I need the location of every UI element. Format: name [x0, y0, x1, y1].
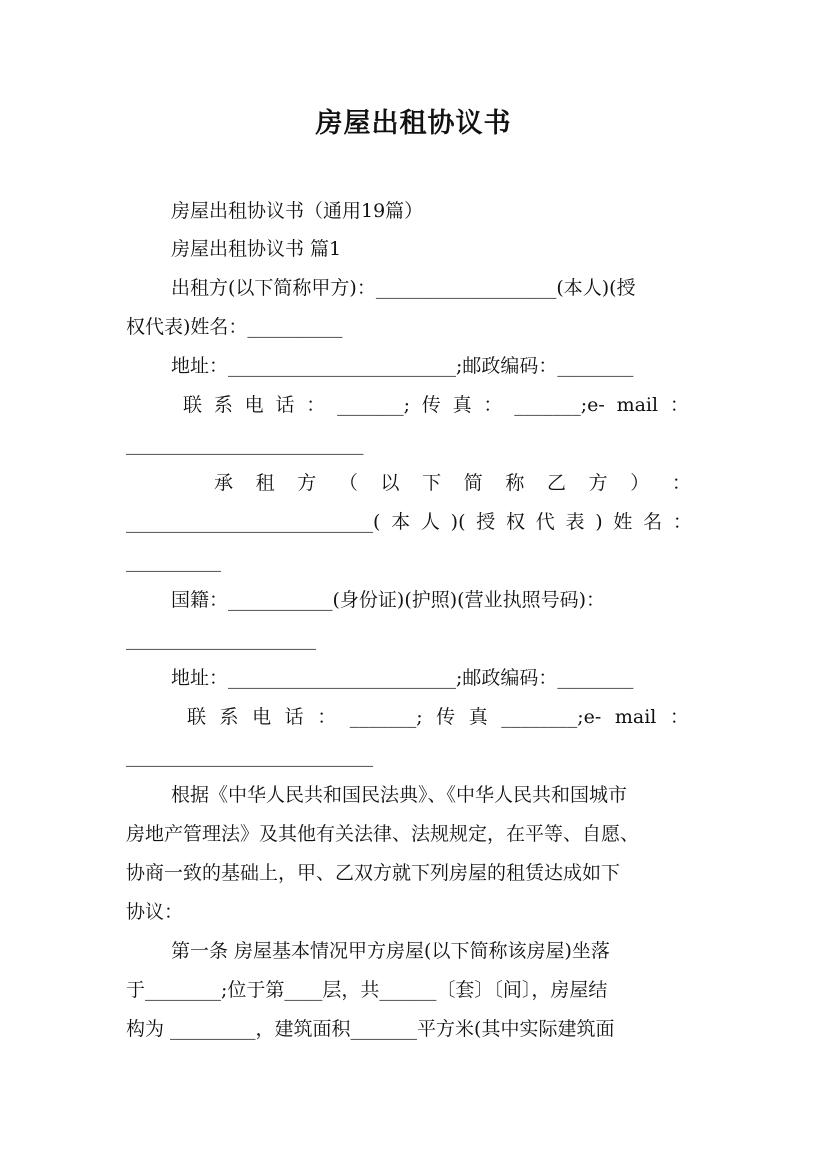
lessee-address: 地址：________________________;邮政编码：________ [171, 667, 634, 689]
lessee-line2-token: 代 [535, 511, 555, 533]
lessee-line1-token: 以 [380, 472, 400, 494]
lessee-contact-token: 系 [219, 706, 239, 728]
document-title: 房屋出租协议书 [315, 108, 512, 139]
preamble-line: 房地产管理法》及其他有关法律、法规规定，在平等、自愿、 [126, 823, 640, 845]
lessee-line1-token: 称 [505, 472, 525, 494]
lessee-contact-token: 传 [436, 706, 456, 728]
lessee-line2-token: 人 [420, 511, 440, 533]
lessee-line1-token: 方 [297, 472, 317, 494]
lessee-line-1 [214, 468, 691, 498]
lessor-line-1: 出租方(以下简称甲方)：___________________(本人)(授 [171, 277, 636, 299]
lessee-line1-token: （ [338, 472, 358, 494]
lessor-contact-cont: _________________________ [126, 433, 364, 455]
preamble-line: 根据《中华人民共和国民法典》、《中华人民共和国城市 [171, 784, 628, 806]
lessor-contact-token: 联 [183, 394, 203, 416]
preamble-line: 协议： [126, 901, 184, 923]
lessor-address: 地址：________________________;邮政编码：________ [171, 355, 634, 377]
lessee-contact-cont: __________________________ [126, 745, 373, 767]
lessee-nationality-cont: ____________________ [126, 628, 316, 650]
lessee-line2-token: )( [450, 511, 466, 533]
lessor-contact-line [183, 390, 689, 420]
lessee-line2-token: ： [672, 511, 692, 533]
lessor-line-2: 权代表)姓名：__________ [126, 316, 343, 338]
lessee-nationality: 国籍：___________(身份证)(护照)(营业执照号码)： [171, 589, 605, 611]
lessee-contact-token: 电 [252, 706, 272, 728]
section-heading: 房屋出租协议书 篇1 [171, 238, 342, 260]
lessee-contact-token: ： [317, 706, 337, 728]
lessee-contact-token: 真 [468, 706, 488, 728]
lessee-contact-token: ： [669, 706, 689, 728]
lessor-contact-token: 系 [213, 394, 233, 416]
lessor-contact-token: 话 [275, 394, 295, 416]
lessee-line2-token: 权 [505, 511, 525, 533]
lessor-contact-token: mail [616, 394, 659, 416]
lessor-contact-token: ： [306, 394, 326, 416]
lessor-contact-token: ： [669, 394, 689, 416]
lessee-line1-token: 承 [214, 472, 234, 494]
lessor-contact-token: _______; [337, 394, 410, 416]
lessee-contact-line [187, 702, 689, 732]
lessor-contact-token: 传 [421, 394, 441, 416]
lessee-line1-token: 简 [463, 472, 483, 494]
lessee-line1-token: ： [671, 472, 691, 494]
lessee-contact-token: ________;e- [501, 706, 602, 728]
lessee-line2-token: 姓 [613, 511, 633, 533]
preamble-line: 协商一致的基础上，甲、乙双方就下列房屋的租赁达成如下 [126, 862, 621, 884]
lessee-contact-token: _______; [349, 706, 423, 728]
lessee-contact-token: 话 [284, 706, 304, 728]
lessee-line2-token: 名 [643, 511, 663, 533]
lessee-line2-token: 本 [391, 511, 411, 533]
lessee-contact-token: 联 [187, 706, 207, 728]
lessee-line2-token: ) [595, 511, 603, 533]
lessee-line1-token: 租 [255, 472, 275, 494]
lessor-contact-token: 真 [452, 394, 472, 416]
lessee-line2-token: __________________________( [126, 511, 381, 533]
lessee-line1-token: 乙 [547, 472, 567, 494]
lessee-contact-token: mail [614, 706, 657, 728]
lessee-line-3: __________ [126, 550, 221, 572]
lessee-line2-token: 授 [476, 511, 496, 533]
lessee-line2-token: 表 [565, 511, 585, 533]
lessor-contact-token: ： [483, 394, 503, 416]
article1-line: 构为 _________，建筑面积_______平方米(其中实际建筑面 [126, 1018, 615, 1040]
lessor-contact-token: 电 [244, 394, 264, 416]
lessee-line1-token: 下 [422, 472, 442, 494]
lessee-line-2 [126, 507, 692, 537]
article1-line: 于________;位于第____层，共______〔套〕〔间〕，房屋结 [126, 979, 608, 1001]
lessor-contact-token: _______;e- [514, 394, 605, 416]
article1-line: 第一条 房屋基本情况甲方房屋(以下简称该房屋)坐落 [171, 940, 610, 962]
lessee-line1-token: 方 [588, 472, 608, 494]
lessee-line1-token: ） [630, 472, 650, 494]
document-subtitle: 房屋出租协议书（通用19篇） [171, 200, 424, 222]
